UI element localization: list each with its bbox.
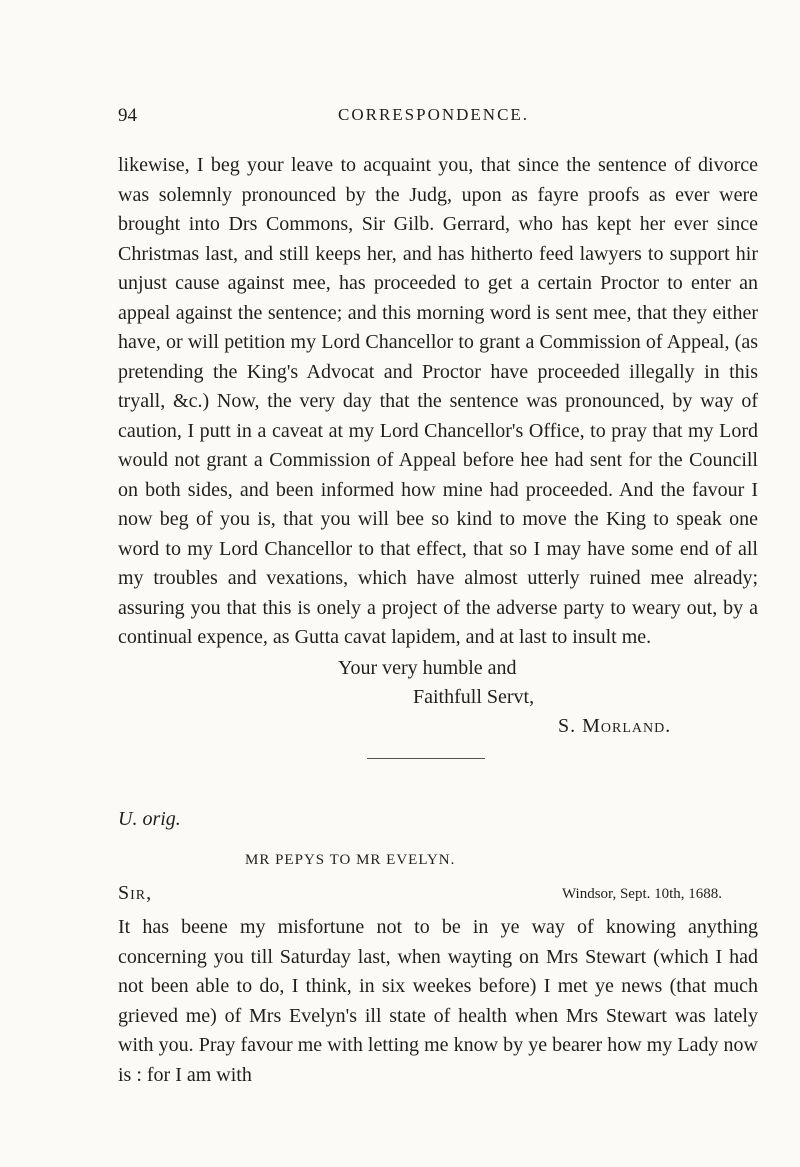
running-title: CORRESPONDENCE. (338, 105, 530, 124)
salutation: Sir, (118, 882, 153, 904)
letter-body (118, 913, 758, 1090)
signature: S. Morland. (558, 715, 672, 737)
closing-line-1: Your very humble and (338, 657, 517, 679)
page-header (118, 93, 758, 126)
letter-paragraph: likewise, I beg your leave to acquaint you, that since the sentence of divorce was solemnly pronounced by the Judg, upon as fayre proofs as ever were brought into Drs Commons, Sir Gilb. Gerrard, who has kept her ever since Christmas last, and still keeps her, and has hitherto feed lawyers to support hir unjust cause against mee, has proceeded to get a certain Proctor to enter an appeal against the sentence; and this morning word is sent mee, that they either have, or will petition my Lord Chancellor to grant a Commission of Appeal, (as pretending the King's Advocat and Proctor have proceeded illegally in this tryall, &c.) Now, the very day that the sentence was pronounced, by way of caution, I putt in a caveat at my Lord Chancellor's Office, to pray that my Lord would not grant a Commission of Appeal before hee had sent for the Councill on both sides, and been informed how mine had proceeded. And the favour I now beg of you is, that you will bee so kind to move the King to speak one word to my Lord Chancellor to that effect, that so I may have some end of all my troubles and vexations, which have almost utterly ruined mee already; assuring you that this is onely a project of the adverse party to weary out, by a continual expence, as Gutta cavat lapidem, and at last to insult me. (118, 154, 758, 648)
section-divider (367, 758, 485, 759)
closing-line-2: Faithfull Servt, (413, 686, 535, 708)
letter-body-continued (118, 151, 758, 653)
source-note: U. orig. (118, 808, 181, 830)
page-number: 94 (118, 105, 137, 126)
letter-paragraph: It has beene my misfortune not to be in ye way of knowing anything concerning you till Saturday last, when wayting on Mrs Stewart (which I had not been able to do, I think, in six weekes before) I met ye news (that much grieved me) of Mrs Evelyn's ill state of health when Mrs Stewart was lately with you. Pray favour me with letting me know by ye bearer how my Lady now is : for I am with (118, 916, 758, 1086)
dateline: Windsor, Sept. 10th, 1688. (562, 886, 723, 902)
letter-heading: MR PEPYS TO MR EVELYN. (245, 852, 456, 868)
